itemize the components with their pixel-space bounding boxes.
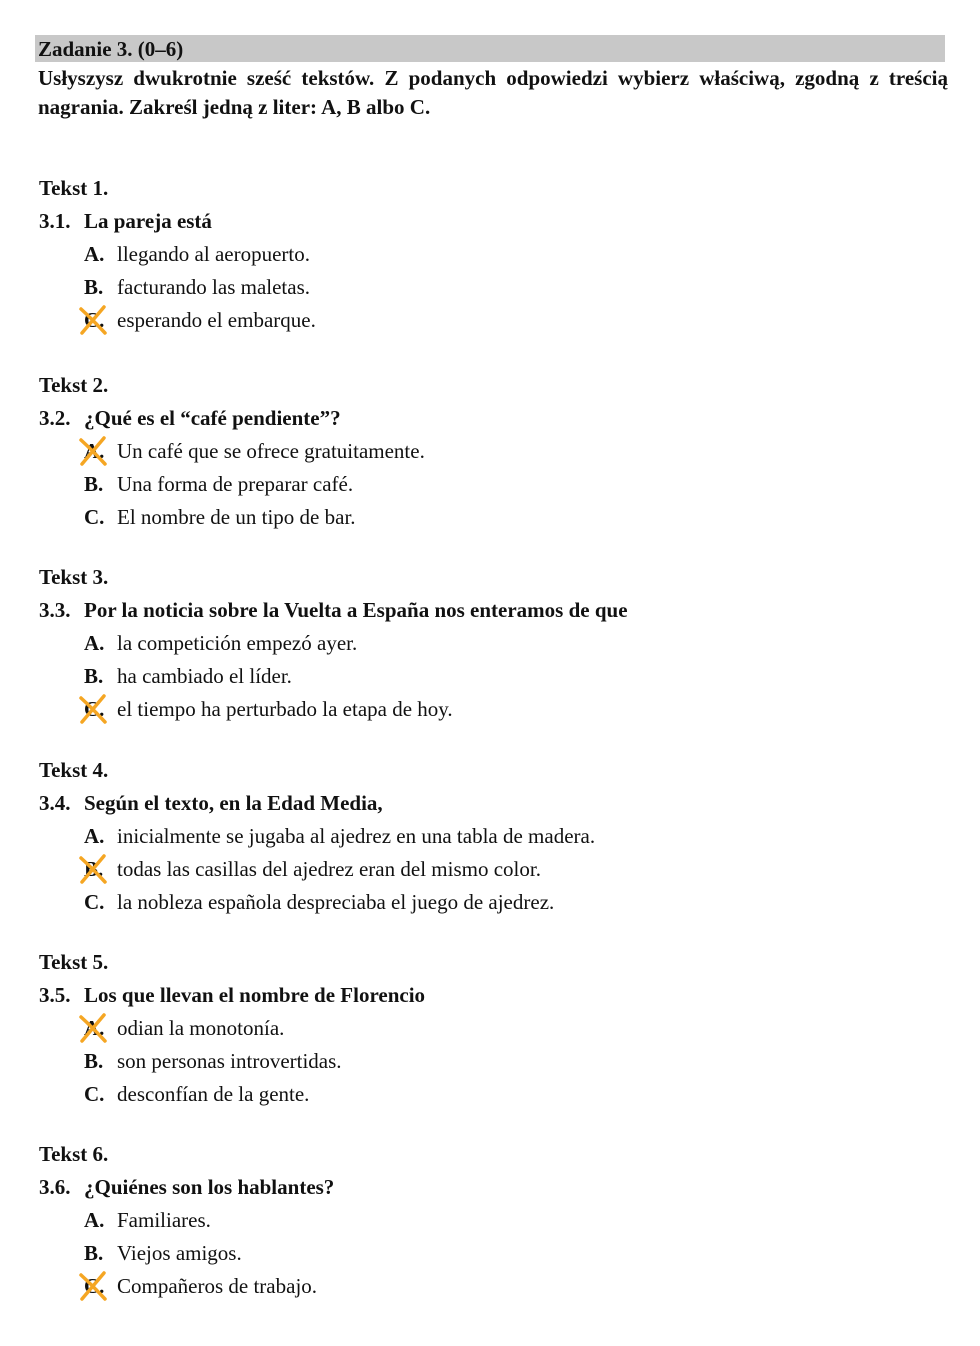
option-letter-text: C. [84, 890, 105, 914]
answer-option[interactable] [84, 1048, 342, 1074]
answer-option[interactable] [84, 471, 353, 497]
answer-option[interactable] [84, 663, 292, 689]
option-letter[interactable] [84, 1240, 117, 1266]
option-letter[interactable] [84, 823, 117, 849]
option-text: Familiares. [117, 1208, 211, 1232]
option-text: odian la monotonía. [117, 1016, 285, 1040]
answer-option[interactable] [84, 1240, 242, 1266]
option-letter[interactable] [84, 889, 117, 915]
answer-option[interactable] [84, 630, 357, 656]
option-letter-text: B. [84, 1049, 104, 1073]
task-title: Zadanie 3. (0–6) [38, 37, 184, 61]
question-text: La pareja está [84, 209, 212, 233]
option-letter-text: C. [84, 697, 105, 721]
answer-option[interactable] [84, 696, 453, 722]
question [39, 405, 341, 431]
option-letter-text: C. [84, 505, 105, 529]
option-letter-text: C. [84, 1274, 105, 1298]
answer-option[interactable] [84, 274, 310, 300]
answer-option[interactable] [84, 889, 554, 915]
question [39, 790, 383, 816]
text-label: Tekst 2. [39, 373, 109, 397]
question-number: 3.4. [39, 791, 71, 815]
answer-option[interactable] [84, 856, 541, 882]
cross-mark-icon [78, 853, 108, 885]
cross-mark-icon [78, 435, 108, 467]
task-header [35, 35, 945, 62]
question-text: ¿Quiénes son los hablantes? [84, 1175, 335, 1199]
question [39, 208, 212, 234]
option-letter[interactable] [84, 696, 117, 722]
option-letter-text: B. [84, 664, 104, 688]
option-text: desconfían de la gente. [117, 1082, 310, 1106]
question-text: ¿Qué es el “café pendiente”? [84, 406, 341, 430]
option-letter-text: C. [84, 308, 105, 332]
question-number: 3.3. [39, 598, 71, 622]
answer-option[interactable] [84, 438, 425, 464]
cross-mark-icon [78, 1270, 108, 1302]
text-label: Tekst 6. [39, 1142, 109, 1166]
option-letter-text: B. [84, 275, 104, 299]
option-text: El nombre de un tipo de bar. [117, 505, 356, 529]
cross-mark-icon [78, 1012, 108, 1044]
answer-option[interactable] [84, 1207, 211, 1233]
option-text: Compañeros de trabajo. [117, 1274, 318, 1298]
question [39, 982, 425, 1008]
answer-option[interactable] [84, 1273, 317, 1299]
option-letter[interactable] [84, 1015, 117, 1041]
question [39, 597, 628, 623]
option-letter-text: B. [84, 857, 104, 881]
question-text: Según el texto, en la Edad Media, [84, 791, 383, 815]
option-letter[interactable] [84, 504, 117, 530]
question-text: Los que llevan el nombre de Florencio [84, 983, 426, 1007]
option-letter[interactable] [84, 856, 117, 882]
option-text: Un café que se ofrece gratuitamente. [117, 439, 425, 463]
option-letter[interactable] [84, 471, 117, 497]
option-text: la competición empezó ayer. [117, 631, 358, 655]
option-letter[interactable] [84, 438, 117, 464]
answer-option[interactable] [84, 307, 316, 333]
task-instructions: Usłyszysz dwukrotnie sześć tekstów. Z podanych odpowiedzi wybierz właściwą, zgodną z treścią nagrania. Zakreśl jedną z liter: A, B albo C. [38, 66, 948, 119]
option-letter-text: A. [84, 1208, 105, 1232]
option-text: llegando al aeropuerto. [117, 242, 310, 266]
cross-mark-icon [78, 693, 108, 725]
option-text: el tiempo ha perturbado la etapa de hoy. [117, 697, 453, 721]
option-text: Viejos amigos. [117, 1241, 242, 1265]
option-letter[interactable] [84, 274, 117, 300]
option-letter[interactable] [84, 1207, 117, 1233]
option-text: Una forma de preparar café. [117, 472, 354, 496]
question-text: Por la noticia sobre la Vuelta a España nos enteramos de que [84, 598, 628, 622]
option-letter-text: A. [84, 1016, 105, 1040]
answer-option[interactable] [84, 1081, 309, 1107]
option-text: esperando el embarque. [117, 308, 316, 332]
question [39, 1174, 334, 1200]
option-letter-text: C. [84, 1082, 105, 1106]
option-letter[interactable] [84, 1081, 117, 1107]
option-text: todas las casillas del ajedrez eran del mismo color. [117, 857, 541, 881]
text-label: Tekst 1. [39, 176, 109, 200]
text-label: Tekst 3. [39, 565, 109, 589]
option-letter[interactable] [84, 1048, 117, 1074]
text-label: Tekst 5. [39, 950, 109, 974]
text-label: Tekst 4. [39, 758, 109, 782]
question-number: 3.1. [39, 209, 71, 233]
option-letter-text: A. [84, 439, 105, 463]
answer-option[interactable] [84, 823, 595, 849]
answer-option[interactable] [84, 1015, 284, 1041]
option-letter-text: A. [84, 242, 105, 266]
option-letter[interactable] [84, 1273, 117, 1299]
question-number: 3.2. [39, 406, 71, 430]
option-text: la nobleza española despreciaba el juego de ajedrez. [117, 890, 555, 914]
option-letter[interactable] [84, 307, 117, 333]
option-text: inicialmente se jugaba al ajedrez en una tabla de madera. [117, 824, 596, 848]
cross-mark-icon [78, 304, 108, 336]
option-text: son personas introvertidas. [117, 1049, 342, 1073]
question-number: 3.6. [39, 1175, 71, 1199]
option-letter[interactable] [84, 630, 117, 656]
option-text: ha cambiado el líder. [117, 664, 292, 688]
option-letter-text: B. [84, 1241, 104, 1265]
option-letter-text: A. [84, 631, 105, 655]
option-text: facturando las maletas. [117, 275, 310, 299]
answer-option[interactable] [84, 241, 310, 267]
option-letter-text: B. [84, 472, 104, 496]
option-letter[interactable] [84, 241, 117, 267]
option-letter[interactable] [84, 663, 117, 689]
question-number: 3.5. [39, 983, 71, 1007]
answer-option[interactable] [84, 504, 356, 530]
option-letter-text: A. [84, 824, 105, 848]
